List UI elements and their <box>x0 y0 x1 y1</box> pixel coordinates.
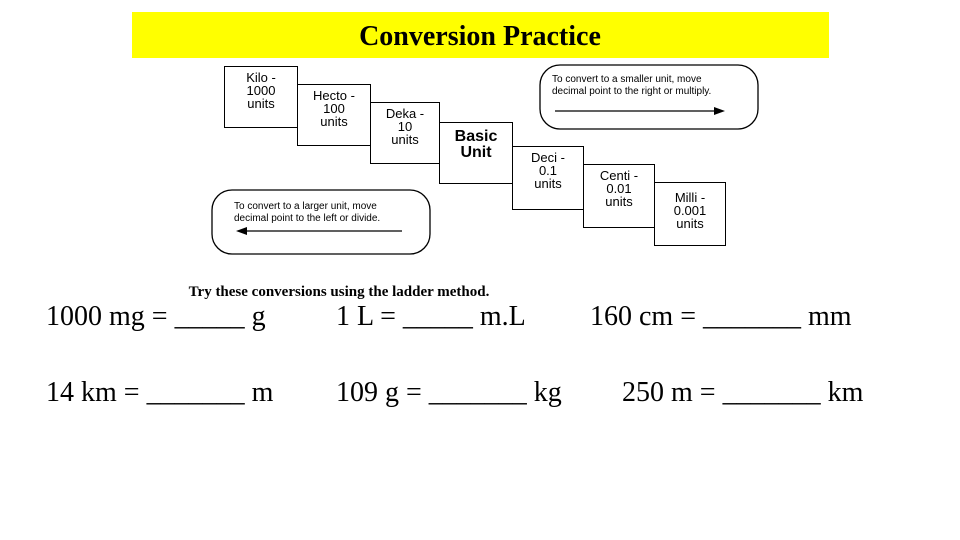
instructions-text: Try these conversions using the ladder method. <box>188 284 490 300</box>
problem-cm-to-mm: 160 cm = _______ mm <box>590 301 852 332</box>
ladder-step-milli: Milli - 0.001 units <box>654 182 726 246</box>
page-title: Conversion Practice <box>359 21 601 52</box>
note-convert-smaller: To convert to a smaller unit, move decimal point to the right or multiply. <box>552 74 712 97</box>
ladder-step-basic-unit: Basic Unit <box>439 122 513 184</box>
ladder-step-centi: Centi - 0.01 units <box>583 164 655 228</box>
ladder-step-hecto: Hecto - 100 units <box>297 84 371 146</box>
problem-l-to-ml: 1 L = _____ m.L <box>336 301 526 332</box>
metric-ladder-diagram <box>200 60 760 260</box>
note-convert-larger: To convert to a larger unit, move decimal point to the left or divide. <box>234 201 381 224</box>
problem-mg-to-g: 1000 mg = _____ g <box>46 301 266 332</box>
problem-m-to-km: 250 m = _______ km <box>622 377 864 408</box>
ladder-step-deci: Deci - 0.1 units <box>512 146 584 210</box>
ladder-step-deka: Deka - 10 units <box>370 102 440 164</box>
problem-km-to-m: 14 km = _______ m <box>46 377 274 408</box>
problem-g-to-kg: 109 g = _______ kg <box>336 377 562 408</box>
ladder-step-kilo: Kilo - 1000 units <box>224 66 298 128</box>
